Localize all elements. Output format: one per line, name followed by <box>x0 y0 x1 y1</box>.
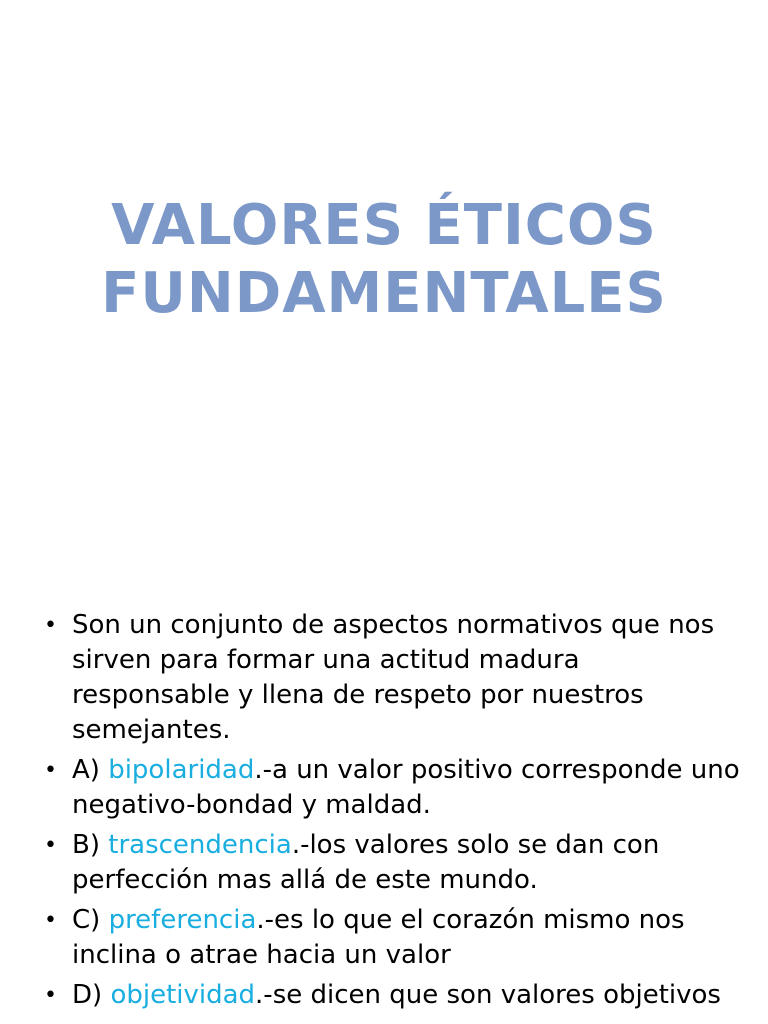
bullet-rest: .-los valores solo se dan con perfección mas allá de este mundo. <box>72 830 660 895</box>
bullet-prefix: A) <box>72 755 109 785</box>
bullet-item <box>44 903 744 973</box>
bullet-rest: .-es lo que el corazón mismo nos inclina o atrae hacia un valor <box>72 905 685 970</box>
bullet-dot-icon: • <box>44 983 57 1008</box>
bullet-term: bipolaridad <box>108 755 255 785</box>
slide-title <box>0 192 768 328</box>
bullet-term: trascendencia <box>108 830 292 860</box>
bullet-item <box>44 608 744 748</box>
bullet-dot-icon: • <box>44 833 57 858</box>
title-line-1: VALORES ÉTICOS <box>111 193 657 258</box>
bullet-item <box>44 978 744 1013</box>
bullet-term: preferencia <box>108 905 257 935</box>
bullet-item <box>44 753 744 823</box>
bullet-prefix: C) <box>72 905 109 935</box>
bullet-item <box>44 828 744 898</box>
bullet-rest: .-se dicen que son valores objetivos <box>255 980 721 1010</box>
bullet-prefix: B) <box>72 830 109 860</box>
bullet-dot-icon: • <box>44 613 57 638</box>
bullet-dot-icon: • <box>44 758 57 783</box>
bullet-rest: .-a un valor positivo corresponde uno negativo-bondad y maldad. <box>72 755 740 820</box>
bullet-prefix: D) <box>72 980 111 1010</box>
bullet-text: Son un conjunto de aspectos normativos que nos sirven para formar una actitud madura responsable y llena de respeto por nuestros semejantes. <box>72 610 715 745</box>
bullet-list <box>44 608 744 1018</box>
title-line-2: FUNDAMENTALES <box>101 261 667 326</box>
bullet-term: objetividad <box>110 980 256 1010</box>
bullet-dot-icon: • <box>44 908 57 933</box>
